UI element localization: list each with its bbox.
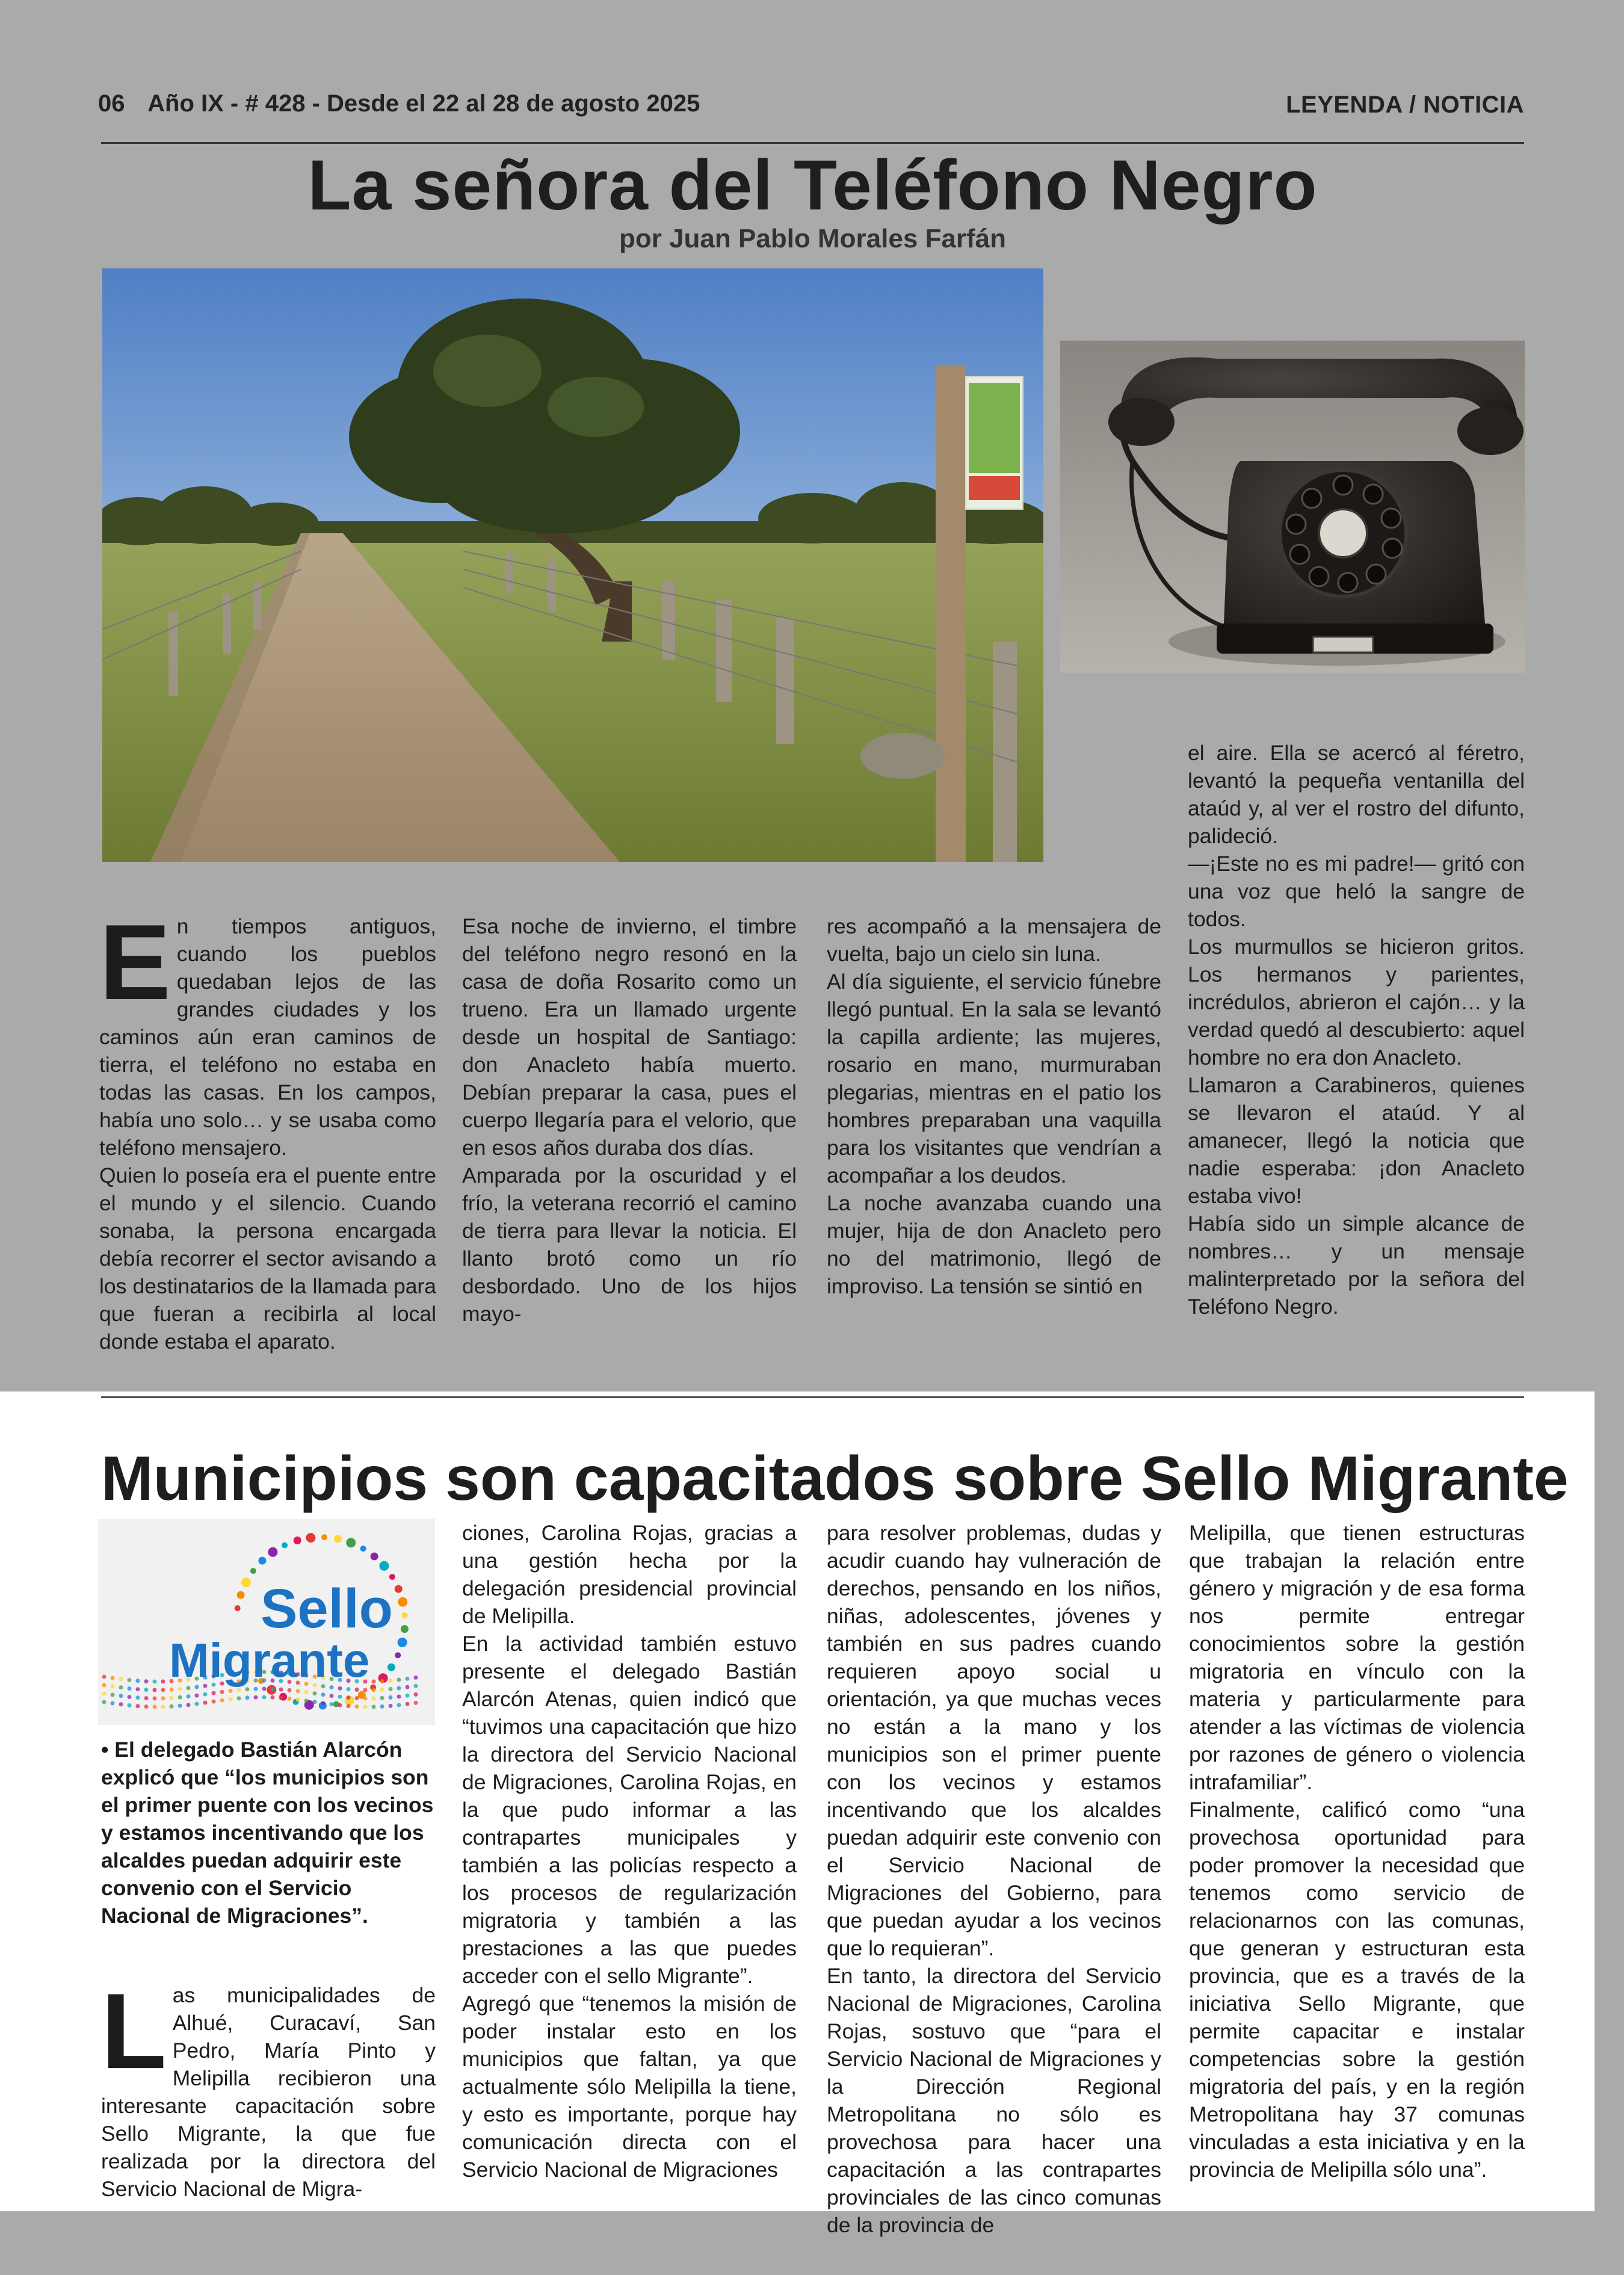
logo-dot (389, 1695, 393, 1700)
logo-dot (128, 1678, 132, 1682)
sello-migrante-logo (98, 1519, 435, 1725)
logo-dot (330, 1694, 334, 1698)
logo-dot (170, 1704, 174, 1709)
page-header (98, 90, 1524, 120)
logo-dot (235, 1605, 241, 1611)
section-label: LEYENDA / NOTICIA (1286, 91, 1524, 118)
logo-dot (363, 1688, 368, 1692)
black-telephone-photo (1060, 341, 1525, 673)
story2-column-2 (462, 1519, 797, 2184)
logo-dot (136, 1704, 140, 1708)
logo-dot (306, 1533, 315, 1543)
logo-dot (313, 1691, 317, 1695)
logo-dot (178, 1687, 182, 1691)
logo-dot (288, 1688, 292, 1692)
story2-paragraph: as municipalidades de Alhué, Curacaví, San Pedro, María Pinto y Melipilla recibieron una interesante capacitación sobre Sello Migrante, la que fue realizada por la directora del Servicio Nacional de Migra- (101, 1983, 436, 2201)
story1-paragraph: el aire. Ella se acercó al féretro, levantó la pequeña ventanilla del ataúd y, al ver el rostro del difunto, palideció. (1188, 741, 1525, 848)
logo-dot (144, 1704, 149, 1709)
logo-dot (111, 1701, 115, 1706)
logo-dot (363, 1697, 368, 1701)
logo-dot (241, 1577, 251, 1587)
logo-dot (178, 1695, 182, 1700)
logo-dot (355, 1688, 359, 1692)
logo-dot (203, 1701, 208, 1705)
story2-dropcap: L (101, 1971, 167, 2091)
logo-dot (395, 1652, 401, 1658)
logo-word-migrante: Migrante (169, 1633, 370, 1687)
logo-dot (262, 1695, 267, 1700)
story2-title: Municipios son capacitados sobre Sello Migrante (101, 1444, 1569, 1514)
story2-paragraph: Agregó que “tenemos la misión de poder instalar esto en los municipios que faltan, ya que actualmente sólo Melipilla la tiene, y esto es importante, porque hay comunicación directa con el Servicio Nacional de Migraciones (462, 1992, 797, 2182)
page-number: 06 (98, 90, 125, 117)
logo-dot (371, 1553, 378, 1561)
logo-dot (347, 1704, 351, 1708)
logo-dot (397, 1678, 401, 1682)
logo-dot (372, 1688, 376, 1692)
logo-dot (414, 1701, 418, 1705)
logo-dot (271, 1687, 275, 1691)
logo-dot (294, 1537, 301, 1544)
logo-dot (136, 1687, 140, 1691)
logo-dot (144, 1679, 149, 1683)
logo-dot (338, 1703, 342, 1707)
logo-dot (398, 1597, 407, 1607)
logo-dot (102, 1692, 107, 1696)
story1-paragraph: Esa noche de invierno, el timbre del teléfono negro resonó en la casa de doña Rosarito como un trueno. Era un llamado urgente desde un hospital de Santiago: don Anacleto había muerto. Debían preparar la casa, pues el cuerpo llegaría para el velorio, que en esos años duraba dos días. (462, 914, 797, 1160)
logo-dot (245, 1687, 250, 1691)
logo-dot (203, 1692, 208, 1697)
story2-paragraph: En la actividad también estuvo presente el delegado Bastián Alarcón Atenas, quien indicó que “tuvimos una capacitación que hizo la directora del Servicio Nacional de Migraciones, Carolina Rojas, en la que pudo informar a las contrapartes municipales y también a las policías respecto a los procesos de regularización migratoria y también a las prestaciones a las que puedes acceder con el sello Migrante”. (462, 1632, 797, 1988)
story1-paragraph: res acompañó a la mensajera de vuelta, bajo un cielo sin luna. (827, 914, 1161, 966)
story1-column-2 (462, 912, 797, 1328)
logo-dot (380, 1688, 384, 1692)
logo-dot (161, 1679, 165, 1683)
logo-dot (360, 1546, 366, 1552)
logo-dot (153, 1705, 157, 1709)
logo-dot (220, 1690, 224, 1694)
logo-dot (380, 1696, 384, 1700)
logo-dot (304, 1698, 309, 1703)
logo-dot (279, 1688, 283, 1692)
story1-paragraph: —¡Este no es mi padre!— gritó con una voz que heló la sangre de todos. (1188, 852, 1525, 931)
story2-column-4 (1189, 1519, 1525, 2184)
story2-column-1 (101, 1971, 436, 2203)
logo-dot (271, 1695, 275, 1700)
logo-dot (406, 1677, 410, 1681)
story2-paragraph: Finalmente, calificó como “una provechosa oportunidad para poder promover la necesidad que tenemos como servicio de relacionarnos con las comunas, que generan y estructuran esta provincia, que es a través de la iniciativa Sello Migrante, que permite capacitar e instalar competencias sobre la gestión migratoria del país, y en la región Metropolitana hay 37 comunas vinculadas a esta iniciativa y en la provincia de Melipilla sólo una”. (1189, 1798, 1525, 2182)
logo-dot (279, 1696, 283, 1700)
logo-dot (128, 1703, 132, 1707)
logo-dot (161, 1696, 165, 1700)
logo-dot (144, 1688, 149, 1692)
story1-paragraph: n tiempos antiguos, cuando los pueblos quedaban lejos de las grandes ciudades y los caminos aún eran caminos de tierra, el teléfono no estaba en todas las casas. En los campos, había uno solo… y se usaba como teléfono mensajero. (99, 914, 436, 1160)
logo-dot (119, 1694, 123, 1698)
logo-dot (355, 1696, 359, 1700)
logo-dot (119, 1702, 123, 1706)
story1-column-4 (1188, 739, 1525, 1320)
logo-dot (389, 1687, 393, 1691)
logo-dot (258, 1557, 266, 1565)
story1-paragraph: La noche avanzaba cuando una mujer, hija de don Anacleto pero no del matrimonio, llegó de improviso. La tensión se sintió en (827, 1191, 1161, 1298)
logo-dot (380, 1679, 384, 1683)
logo-dot (321, 1534, 327, 1540)
logo-dot (334, 1535, 342, 1543)
logo-dot (102, 1683, 107, 1688)
logo-dot (330, 1702, 334, 1706)
story1-column-1 (99, 902, 436, 1355)
logo-dot (245, 1695, 250, 1700)
logo-dot (387, 1664, 395, 1671)
logo-dot (296, 1697, 300, 1701)
story1-paragraph: Los murmullos se hicieron gritos. Los hermanos y parientes, incrédulos, abrieron el cajón… y la verdad quedó al descubierto: aquel hombre no era don Anacleto. (1188, 935, 1525, 1069)
logo-dot (321, 1701, 326, 1705)
story1-paragraph: Llamaron a Carabineros, quienes se llevaron el ataúd. Y al amanecer, llegó la noticia que nadie esperaba: ¡don Anacleto estaba vivo! (1188, 1073, 1525, 1208)
logo-dot (389, 1679, 393, 1683)
logo-dot (346, 1538, 356, 1547)
logo-dot (397, 1686, 401, 1691)
story2-paragraph: En tanto, la directora del Servicio Nacional de Migraciones, Carolina Rojas, sostuvo que “para el Servicio Nacional de Migraciones y la Dirección Regional Metropolitana no sólo es provechosa para hacer una capacitación a las contrapartes provinciales de las cinco comunas de la provincia de (827, 1964, 1161, 2237)
logo-dot (406, 1702, 410, 1706)
logo-dot (296, 1689, 300, 1693)
logo-dot (379, 1561, 389, 1571)
logo-dot (136, 1679, 140, 1683)
story2-column-3 (827, 1519, 1161, 2239)
logo-dot (268, 1547, 277, 1557)
logo-dot (372, 1679, 376, 1683)
logo-dot (347, 1687, 351, 1691)
logo-dot (355, 1704, 359, 1709)
logo-dot (414, 1676, 418, 1680)
section-divider (101, 1396, 1524, 1398)
logo-dot (372, 1704, 376, 1709)
story1-column-3 (827, 912, 1161, 1300)
logo-dot (128, 1695, 132, 1699)
logo-dot (372, 1696, 376, 1700)
logo-dot (304, 1690, 309, 1694)
logo-dot (187, 1694, 191, 1698)
logo-dot (262, 1687, 267, 1691)
logo-dot (111, 1676, 115, 1680)
logo-dot (347, 1695, 351, 1700)
logo-dot (254, 1687, 258, 1691)
logo-dot (136, 1695, 140, 1700)
logo-dot (380, 1704, 384, 1709)
logo-dot (237, 1591, 245, 1599)
logo-dot (402, 1612, 408, 1618)
logo-dot (119, 1685, 123, 1689)
logo-dot (397, 1703, 401, 1707)
logo-dot (153, 1680, 157, 1684)
story1-title: La señora del Teléfono Negro (307, 146, 1318, 225)
logo-dot (212, 1691, 216, 1695)
logo-dot (102, 1675, 107, 1679)
logo-dot (102, 1700, 107, 1704)
logo-dot (282, 1543, 288, 1549)
logo-dot (254, 1695, 258, 1700)
header-divider (101, 142, 1524, 144)
story2-paragraph: para resolver problemas, dudas y acudir cuando hay vulneración de derechos, pensando en los niños, niñas, adolescentes, jóvenes y también en sus padres cuando requieren apoyo social u orientación, ya que muchas veces no están a la mano y los municipios son el primer puente con los vecinos y estamos incentivando que los alcaldes puedan adquirir este convenio con el Servicio Nacional de Migraciones del Gobierno, para que puedan ayudar a los vecinos que lo requieran”. (827, 1521, 1161, 1960)
logo-dot (398, 1638, 407, 1647)
logo-dot (401, 1625, 409, 1633)
logo-dot (212, 1700, 216, 1704)
logo-dot (119, 1677, 123, 1681)
story1-dropcap: E (99, 902, 171, 1022)
logo-dot (397, 1695, 401, 1699)
logo-dot (250, 1568, 256, 1574)
logo-dot (237, 1688, 241, 1692)
story1-paragraph: Quien lo poseía era el puente entre el mundo y el silencio. Cuando sonaba, la persona encargada debía recorrer el sector avisando a los destinatarios de la llamada para que fueran a recibirla al local donde estaba el aparato. (99, 1163, 436, 1354)
logo-dot (406, 1685, 410, 1689)
logo-dot (170, 1688, 174, 1692)
logo-dot (414, 1692, 418, 1697)
logo-dot (111, 1693, 115, 1697)
logo-dot (195, 1694, 199, 1698)
story1-byline: por Juan Pablo Morales Farfán (619, 224, 1007, 253)
logo-dot (395, 1585, 403, 1593)
logo-dot (406, 1694, 410, 1698)
story1-paragraph: Al día siguiente, el servicio fúnebre llegó puntual. En la sala se levantó la capilla ardiente; las mujeres, rosario en mano, murmuraban plegarias, mientras en el patio los hombres preparaban una vaquilla para los visitantes que vendrían a acompañar a los deudos. (827, 970, 1161, 1187)
logo-dot (229, 1697, 233, 1701)
logo-dot (128, 1686, 132, 1691)
logo-dot (195, 1702, 199, 1706)
logo-dot (288, 1697, 292, 1701)
logo-dot (237, 1696, 241, 1700)
logo-dot (161, 1688, 165, 1692)
logo-word-sello: Sello (261, 1578, 393, 1639)
logo-dot (389, 1704, 393, 1708)
issue-line: Año IX - # 428 - Desde el 22 al 28 de agosto 2025 (147, 90, 700, 117)
story2-paragraph: ciones, Carolina Rojas, gracias a una gestión hecha por la delegación presidencial provincial de Melipilla. (462, 1521, 797, 1628)
story1-paragraph: Amparada por la oscuridad y el frío, la veterana recorrió el camino de tierra para llevar la noticia. El llanto brotó como un río desbordado. Uno de los hijos mayo- (462, 1163, 797, 1326)
story2-lead: • El delegado Bastián Alarcón explicó que “los municipios son el primer puente con los vecinos y estamos incentivando que los alcaldes puedan adquirir este convenio con el Servicio Nacional de Migraciones”. (101, 1738, 434, 1928)
logo-dot (321, 1692, 326, 1697)
logo-dot (229, 1689, 233, 1693)
country-road-photo (102, 268, 1043, 862)
story2-paragraph: Melipilla, que tienen estructuras que trabajan la relación entre género y migración y de esa forma nos permite entregar conocimientos sobre la gestión migratoria en vínculo con la materia y particularmente para atender a las víctimas de violencia por razones de género o violencia intrafamiliar”. (1189, 1521, 1525, 1794)
logo-dot (338, 1695, 342, 1699)
logo-dot (111, 1685, 115, 1689)
logo-dot (220, 1698, 224, 1703)
issue-info (98, 90, 700, 117)
logo-dot (161, 1704, 165, 1709)
logo-dot (187, 1703, 191, 1707)
logo-dot (153, 1688, 157, 1692)
logo-dot (153, 1697, 157, 1701)
logo-dot (363, 1705, 368, 1709)
logo-dot (144, 1696, 149, 1700)
logo-dot (178, 1704, 182, 1708)
logo-dot (313, 1700, 317, 1704)
logo-dot (414, 1684, 418, 1688)
logo-dot (170, 1696, 174, 1700)
story1-paragraph: Había sido un simple alcance de nombres… y un mensaje malinterpretado por la señora del Teléfono Negro. (1188, 1212, 1525, 1319)
